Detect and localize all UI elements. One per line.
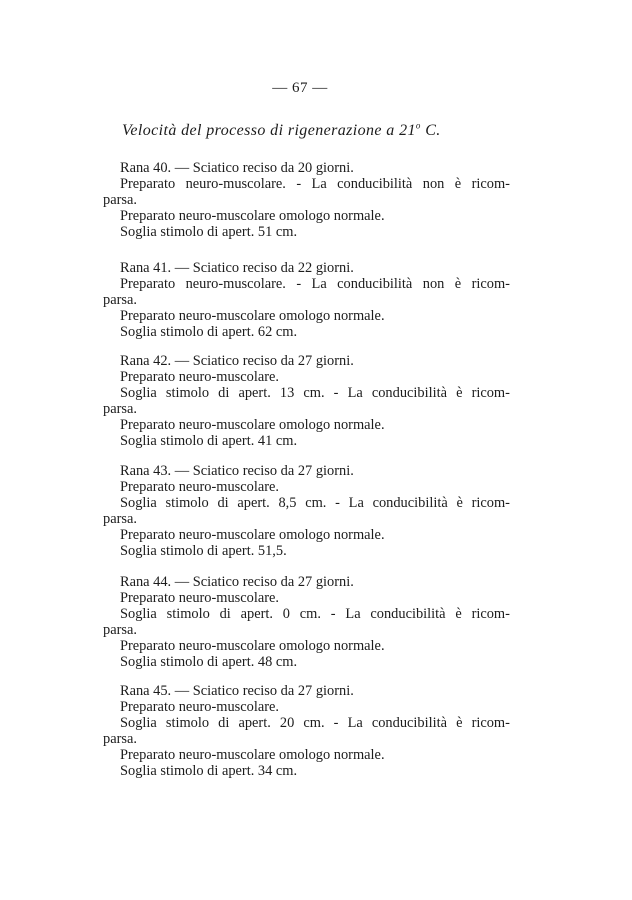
word: ricom- — [471, 715, 510, 731]
word: 0 — [282, 606, 290, 622]
word: ricom- — [471, 176, 510, 192]
word: è — [456, 715, 463, 731]
preparation-line: Preparato neuro-muscolare. — [120, 369, 280, 385]
word: ricom- — [471, 495, 510, 511]
word: 8,5 — [278, 495, 297, 511]
word: conducibilità — [371, 715, 447, 731]
threshold-line: Soglia stimolo di apert. 48 cm. — [120, 654, 298, 670]
preparation-line: Preparato neuro-muscolare. — [120, 699, 280, 715]
continuation-line: parsa. — [103, 192, 137, 208]
entry-heading: Rana 45. — Sciatico reciso da 27 giorni. — [120, 683, 354, 699]
word: cm. — [303, 715, 325, 731]
justified-line — [120, 715, 510, 731]
continuation-line: parsa. — [103, 622, 137, 638]
entry-heading: Rana 41. — Sciatico reciso da 22 giorni. — [120, 260, 354, 276]
normal-preparation-line: Preparato neuro-muscolare omologo normale. — [120, 527, 385, 543]
word: - — [335, 495, 340, 511]
word: di — [217, 495, 229, 511]
threshold-line: Soglia stimolo di apert. 41 cm. — [120, 433, 298, 449]
word: conducibilità — [337, 276, 413, 292]
word: La — [311, 276, 327, 292]
word: Soglia — [120, 715, 157, 731]
normal-preparation-line: Preparato neuro-muscolare omologo normale. — [120, 638, 385, 654]
word: ricom- — [471, 385, 510, 401]
word: Soglia — [120, 495, 157, 511]
section-title-text: Velocità del processo di rigenerazione a 21 — [122, 122, 416, 139]
continuation-line: parsa. — [103, 511, 137, 527]
word: apert. — [240, 606, 273, 622]
word: è — [456, 385, 463, 401]
justified-line — [120, 176, 510, 192]
word: Preparato — [120, 176, 176, 192]
word: conducibilità — [370, 606, 446, 622]
word: La — [348, 495, 364, 511]
word: 13 — [279, 385, 295, 401]
section-title — [122, 122, 441, 140]
word: cm. — [305, 495, 327, 511]
entry-heading: Rana 44. — Sciatico reciso da 27 giorni. — [120, 574, 354, 590]
word: stimolo — [165, 495, 209, 511]
justified-line — [120, 385, 510, 401]
word: - — [296, 276, 302, 292]
justified-line — [120, 495, 510, 511]
entry-heading: Rana 40. — Sciatico reciso da 20 giorni. — [120, 160, 354, 176]
word: cm. — [299, 606, 321, 622]
word: - — [333, 385, 339, 401]
word: - — [296, 176, 302, 192]
word: - — [330, 606, 336, 622]
continuation-line: parsa. — [103, 731, 137, 747]
word: neuro-muscolare. — [185, 176, 286, 192]
word: conducibilità — [337, 176, 413, 192]
word: è — [456, 495, 463, 511]
word: La — [347, 385, 363, 401]
word: La — [345, 606, 361, 622]
word: ricom- — [471, 606, 510, 622]
word: è — [454, 276, 462, 292]
continuation-line: parsa. — [103, 292, 137, 308]
word: Soglia — [120, 606, 157, 622]
word: Soglia — [120, 385, 157, 401]
preparation-line: Preparato neuro-muscolare. — [120, 479, 280, 495]
word: di — [218, 385, 230, 401]
preparation-line: Preparato neuro-muscolare. — [120, 590, 280, 606]
word: stimolo — [166, 606, 210, 622]
normal-preparation-line: Preparato neuro-muscolare omologo normale. — [120, 208, 385, 224]
threshold-line: Soglia stimolo di apert. 62 cm. — [120, 324, 298, 340]
continuation-line: parsa. — [103, 401, 137, 417]
threshold-line: Soglia stimolo di apert. 34 cm. — [120, 763, 298, 779]
word: conducibilità — [371, 385, 447, 401]
word: Preparato — [120, 276, 176, 292]
word: 20 — [279, 715, 295, 731]
word: apert. — [238, 715, 271, 731]
word: ricom- — [471, 276, 510, 292]
word: di — [218, 715, 230, 731]
word: neuro-muscolare. — [185, 276, 286, 292]
threshold-line: Soglia stimolo di apert. 51 cm. — [120, 224, 298, 240]
normal-preparation-line: Preparato neuro-muscolare omologo normale. — [120, 747, 385, 763]
word: La — [347, 715, 363, 731]
justified-line — [120, 606, 510, 622]
justified-line — [120, 276, 510, 292]
word: La — [311, 176, 327, 192]
word: apert. — [237, 495, 270, 511]
word: stimolo — [165, 385, 210, 401]
word: - — [333, 715, 339, 731]
degree-sign: o — [415, 120, 421, 131]
word: di — [219, 606, 231, 622]
word: cm. — [303, 385, 325, 401]
normal-preparation-line: Preparato neuro-muscolare omologo normale. — [120, 417, 385, 433]
word: è — [455, 606, 462, 622]
word: apert. — [238, 385, 271, 401]
word: conducibilità — [372, 495, 448, 511]
section-title-unit: C. — [425, 122, 441, 139]
normal-preparation-line: Preparato neuro-muscolare omologo normale. — [120, 308, 385, 324]
word: non — [422, 176, 445, 192]
word: stimolo — [165, 715, 210, 731]
page-number: — 67 — — [272, 80, 328, 96]
threshold-line: Soglia stimolo di apert. 51,5. — [120, 543, 287, 559]
entry-heading: Rana 43. — Sciatico reciso da 27 giorni. — [120, 463, 354, 479]
word: non — [422, 276, 445, 292]
entry-heading: Rana 42. — Sciatico reciso da 27 giorni. — [120, 353, 354, 369]
word: è — [454, 176, 462, 192]
